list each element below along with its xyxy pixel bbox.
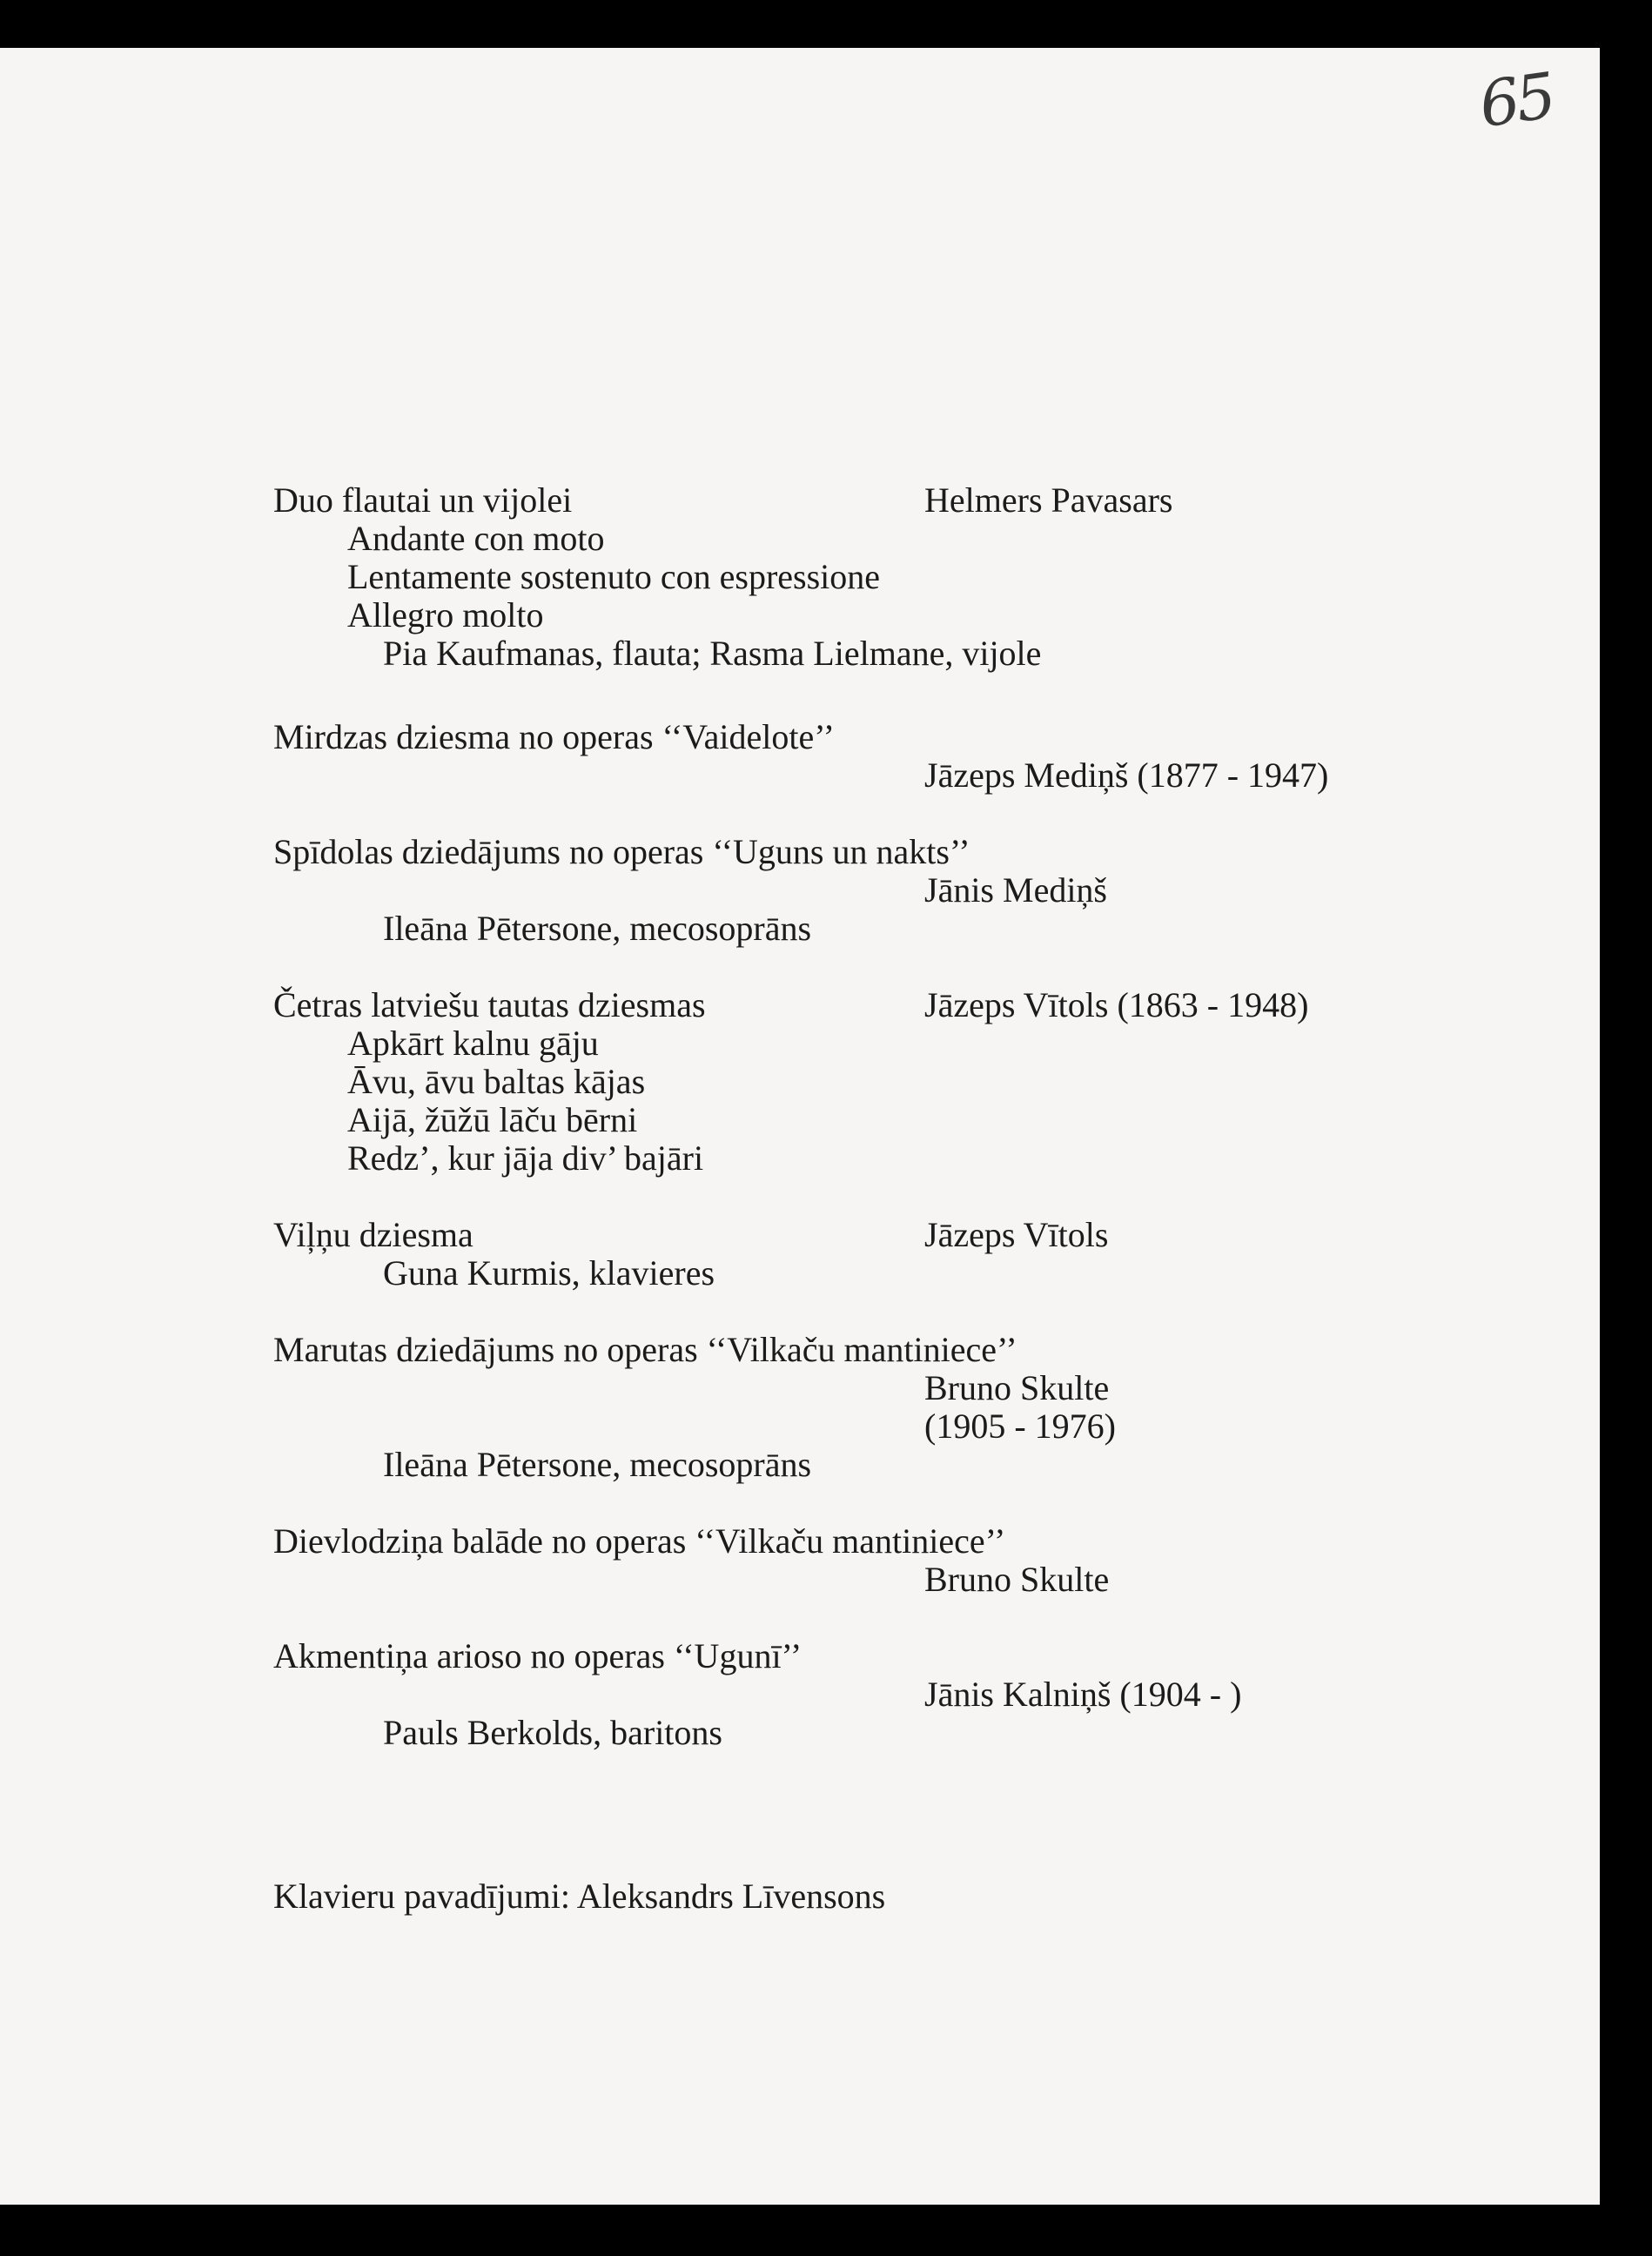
program-title: Viļņu dziesma xyxy=(273,1215,473,1254)
song-title: Āvu, āvu baltas kājas xyxy=(347,1062,646,1101)
song-title: Redz’, kur jāja div’ bajāri xyxy=(347,1138,704,1178)
movement: Andante con moto xyxy=(347,519,605,558)
performers: Ileāna Pētersone, mecosoprāns xyxy=(383,1445,812,1484)
program-title: Duo flautai un vijolei xyxy=(273,480,573,520)
program-title: Spīdolas dziedājums no operas ‘‘Uguns un nakts’’ xyxy=(273,832,970,871)
song-title: Aijā, žūžū lāču bērni xyxy=(347,1100,638,1139)
composer-name: Bruno Skulte xyxy=(924,1560,1110,1599)
program-title: Četras latviešu tautas dziesmas xyxy=(273,985,706,1024)
program-title: Mirdzas dziesma no operas ‘‘Vaidelote’’ xyxy=(273,717,835,756)
performers: Pauls Berkolds, baritons xyxy=(383,1713,722,1752)
composer-name: Jāzeps Vītols xyxy=(924,1215,1109,1254)
program-title: Dievlodziņa balāde no operas ‘‘Vilkaču mantiniece’’ xyxy=(273,1521,1006,1561)
song-title: Apkārt kalnu gāju xyxy=(347,1024,599,1063)
composer-name: Helmers Pavasars xyxy=(924,480,1173,520)
accompaniment-credit: Klavieru pavadījumi: Aleksandrs Līvensons xyxy=(273,1877,886,1916)
composer-name: Bruno Skulte xyxy=(924,1368,1110,1407)
performers: Ileāna Pētersone, mecosoprāns xyxy=(383,909,812,948)
composer-name: Jānis Kalniņš (1904 - ) xyxy=(924,1675,1242,1714)
performers: Guna Kurmis, klavieres xyxy=(383,1253,715,1292)
document-page xyxy=(0,48,1600,2205)
handwritten-page-number: 65 xyxy=(1474,58,1558,142)
movement: Allegro molto xyxy=(347,595,544,634)
composer-years: (1905 - 1976) xyxy=(924,1407,1116,1446)
movement: Lentamente sostenuto con espressione xyxy=(347,557,881,596)
performers: Pia Kaufmanas, flauta; Rasma Lielmane, vijole xyxy=(383,634,1042,673)
composer-name: Jāzeps Mediņš (1877 - 1947) xyxy=(924,755,1329,795)
program-title: Akmentiņa arioso no operas ‘‘Ugunī’’ xyxy=(273,1636,802,1675)
composer-name: Jāzeps Vītols (1863 - 1948) xyxy=(924,985,1309,1024)
program-title: Marutas dziedājums no operas ‘‘Vilkaču mantiniece’’ xyxy=(273,1330,1017,1369)
composer-name: Jānis Mediņš xyxy=(924,870,1107,910)
